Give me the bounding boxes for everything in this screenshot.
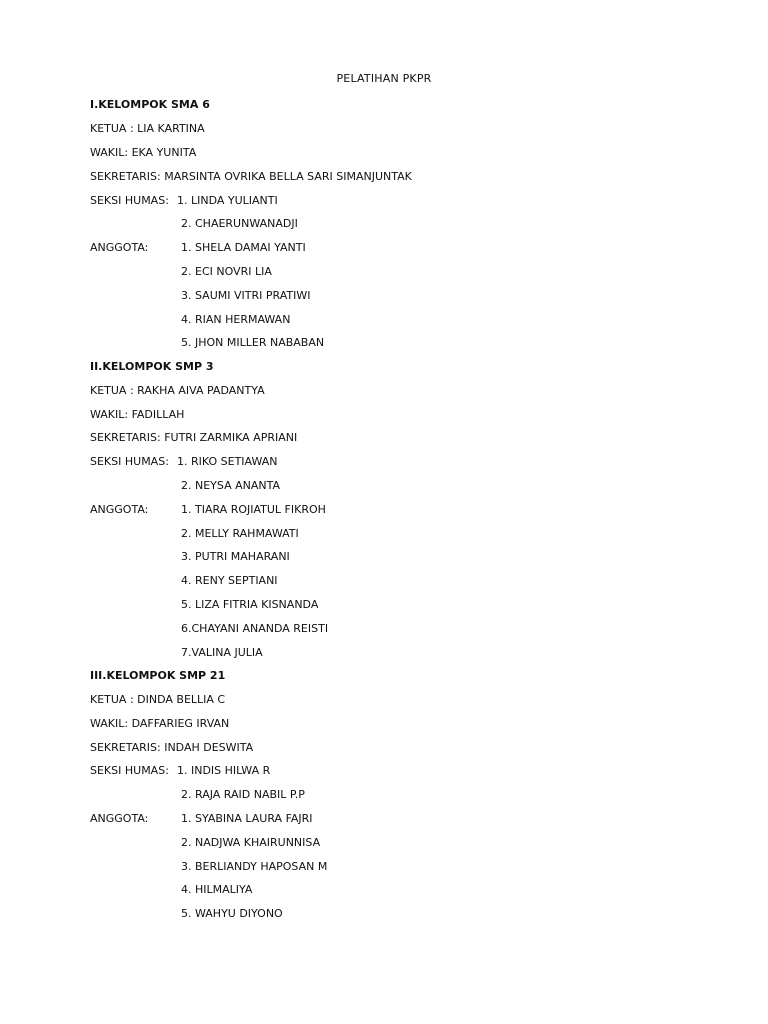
group-1-humas-label: SEKSI HUMAS: — [90, 194, 169, 207]
group-3-sekretaris: SEKRETARIS: INDAH DESWITA — [90, 741, 254, 754]
group-1-anggota-item: 1. SHELA DAMAI YANTI — [181, 241, 306, 254]
group-3-anggota-item: 3. BERLIANDY HAPOSAN M — [181, 860, 328, 873]
group-2-anggota-item: 2. MELLY RAHMAWATI — [181, 527, 299, 540]
group-1-ketua: KETUA : LIA KARTINA — [90, 122, 205, 135]
group-3-humas-label: SEKSI HUMAS: — [90, 764, 169, 777]
group-2-sekretaris: SEKRETARIS: FUTRI ZARMIKA APRIANI — [90, 431, 298, 444]
group-3-anggota-item: 4. HILMALIYA — [181, 883, 253, 896]
document-title: PELATIHAN PKPR — [336, 72, 432, 85]
group-3-anggota-item: 5. WAHYU DIYONO — [181, 907, 283, 920]
group-2-anggota-item: 7.VALINA JULIA — [181, 646, 263, 659]
group-3-anggota-label: ANGGOTA: — [90, 812, 149, 825]
group-2-humas-item: 2. NEYSA ANANTA — [181, 479, 280, 492]
group-1-sekretaris: SEKRETARIS: MARSINTA OVRIKA BELLA SARI SIMANJUNTAK — [90, 170, 412, 183]
group-2-ketua: KETUA : RAKHA AIVA PADANTYA — [90, 384, 265, 397]
group-1-anggota-label: ANGGOTA: — [90, 241, 149, 254]
group-2-anggota-item: 3. PUTRI MAHARANI — [181, 550, 290, 563]
group-1-anggota-item: 3. SAUMI VITRI PRATIWI — [181, 289, 311, 302]
group-3-anggota-item: 1. SYABINA LAURA FAJRI — [181, 812, 313, 825]
group-1-anggota-item: 5. JHON MILLER NABABAN — [181, 336, 325, 349]
group-2-anggota-item: 1. TIARA ROJIATUL FIKROH — [181, 503, 326, 516]
group-2-anggota-label: ANGGOTA: — [90, 503, 149, 516]
group-1-wakil: WAKIL: EKA YUNITA — [90, 146, 197, 159]
group-3-wakil: WAKIL: DAFFARIEG IRVAN — [90, 717, 230, 730]
group-3-anggota-item: 2. NADJWA KHAIRUNNISA — [181, 836, 321, 849]
group-2-anggota-item: 5. LIZA FITRIA KISNANDA — [181, 598, 319, 611]
group-1-humas-item: 2. CHAERUNWANADJI — [181, 217, 298, 230]
group-2-anggota-item: 6.CHAYANI ANANDA REISTI — [181, 622, 329, 635]
group-2-anggota-item: 4. RENY SEPTIANI — [181, 574, 278, 587]
group-2-humas-label: SEKSI HUMAS: — [90, 455, 169, 468]
group-1-heading: I.KELOMPOK SMA 6 — [90, 98, 210, 111]
group-3-heading: III.KELOMPOK SMP 21 — [90, 669, 226, 682]
group-1-humas-item: 1. LINDA YULIANTI — [177, 194, 278, 207]
group-1-anggota-item: 2. ECI NOVRI LIA — [181, 265, 272, 278]
group-3-humas-item: 2. RAJA RAID NABIL P.P — [181, 788, 305, 801]
group-2-wakil: WAKIL: FADILLAH — [90, 408, 185, 421]
group-1-anggota-item: 4. RIAN HERMAWAN — [181, 313, 291, 326]
group-2-humas-item: 1. RIKO SETIAWAN — [177, 455, 278, 468]
group-3-ketua: KETUA : DINDA BELLIA C — [90, 693, 226, 706]
group-2-heading: II.KELOMPOK SMP 3 — [90, 360, 214, 373]
group-3-humas-item: 1. INDIS HILWA R — [177, 764, 271, 777]
